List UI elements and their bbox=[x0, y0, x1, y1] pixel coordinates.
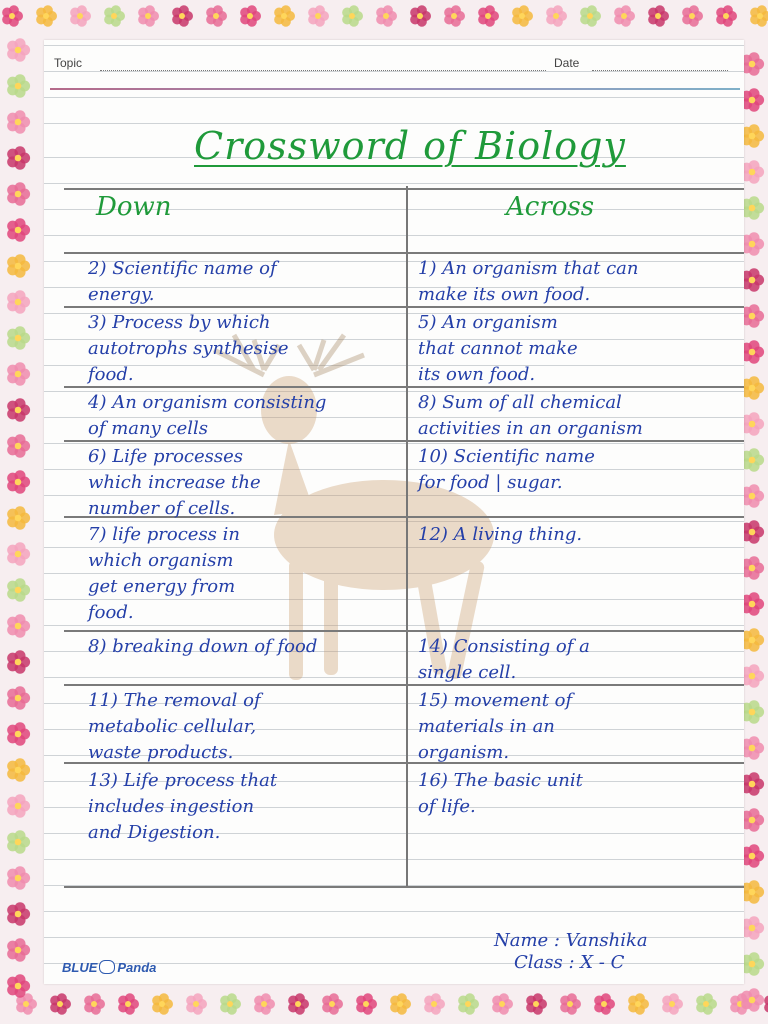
flower-icon bbox=[206, 5, 227, 26]
across-clue-15: 15) movement of materials in an organism. bbox=[418, 690, 573, 763]
flower-icon bbox=[7, 398, 30, 422]
flower-icon bbox=[594, 993, 615, 1014]
flower-icon bbox=[36, 5, 57, 26]
panda-icon bbox=[99, 960, 115, 974]
flower-icon bbox=[7, 146, 30, 170]
student-class: Class : X - C bbox=[514, 952, 625, 973]
flower-icon bbox=[7, 254, 30, 278]
flower-icon bbox=[7, 614, 30, 638]
flower-icon bbox=[104, 5, 125, 26]
flower-icon bbox=[741, 88, 764, 112]
flower-icon bbox=[410, 5, 431, 26]
brand-name: BLUE bbox=[62, 960, 98, 975]
flower-icon bbox=[764, 993, 768, 1014]
brand-logo bbox=[62, 960, 156, 975]
flower-icon bbox=[308, 5, 329, 26]
flower-icon bbox=[648, 5, 669, 26]
flower-icon bbox=[492, 993, 513, 1014]
student-info bbox=[494, 930, 648, 974]
flower-icon bbox=[152, 993, 173, 1014]
flower-icon bbox=[741, 916, 764, 940]
flower-icon bbox=[741, 844, 764, 868]
flower-icon bbox=[741, 556, 764, 580]
across-heading: Across bbox=[506, 192, 595, 222]
down-clue-2: 2) Scientific name of energy. bbox=[88, 258, 277, 305]
flower-icon bbox=[478, 5, 499, 26]
flower-icon bbox=[662, 993, 683, 1014]
page-title: Crossword of Biology bbox=[194, 124, 626, 168]
flower-icon bbox=[84, 993, 105, 1014]
flower-icon bbox=[7, 722, 30, 746]
down-clue-11: 11) The removal of metabolic cellular, waste products. bbox=[88, 690, 261, 763]
flower-icon bbox=[2, 5, 23, 26]
header-rule bbox=[50, 88, 740, 90]
flower-icon bbox=[741, 232, 764, 256]
flower-icon bbox=[7, 578, 30, 602]
flower-icon bbox=[376, 5, 397, 26]
across-clue-8: 8) Sum of all chemical activities in an organism bbox=[418, 392, 643, 439]
flower-icon bbox=[342, 5, 363, 26]
flower-icon bbox=[444, 5, 465, 26]
across-clue-1: 1) An organism that can make its own food. bbox=[418, 258, 639, 305]
flower-icon bbox=[7, 290, 30, 314]
flower-icon bbox=[7, 434, 30, 458]
flower-icon bbox=[750, 5, 768, 26]
flower-icon bbox=[274, 5, 295, 26]
flower-icon bbox=[138, 5, 159, 26]
flower-icon bbox=[741, 160, 764, 184]
flower-icon bbox=[580, 5, 601, 26]
flower-icon bbox=[424, 993, 445, 1014]
row-rule bbox=[64, 188, 744, 190]
student-name: Name : Vanshika bbox=[494, 930, 648, 951]
flower-icon bbox=[118, 993, 139, 1014]
down-clue-13: 13) Life process that includes ingestion and Digestion. bbox=[88, 770, 278, 843]
flower-icon bbox=[7, 74, 30, 98]
flower-icon bbox=[741, 196, 764, 220]
flower-icon bbox=[322, 993, 343, 1014]
across-clue-14: 14) Consisting of a single cell. bbox=[418, 636, 590, 683]
row-rule bbox=[64, 630, 744, 632]
flower-icon bbox=[716, 5, 737, 26]
flower-icon bbox=[7, 938, 30, 962]
flower-icon bbox=[7, 830, 30, 854]
flower-icon bbox=[7, 182, 30, 206]
flower-icon bbox=[240, 5, 261, 26]
down-clue-7: 7) life process in which organism get energy from food. bbox=[88, 524, 240, 623]
topic-label: Topic bbox=[54, 56, 83, 70]
across-clue-12: 12) A living thing. bbox=[418, 524, 583, 545]
flower-icon bbox=[7, 902, 30, 926]
flower-icon bbox=[254, 993, 275, 1014]
date-blank bbox=[592, 70, 728, 71]
flower-icon bbox=[741, 880, 764, 904]
flower-icon bbox=[70, 5, 91, 26]
flower-icon bbox=[741, 124, 764, 148]
flower-icon bbox=[172, 5, 193, 26]
row-rule bbox=[64, 886, 744, 888]
flower-icon bbox=[7, 542, 30, 566]
flower-icon bbox=[628, 993, 649, 1014]
flower-icon bbox=[741, 592, 764, 616]
flower-icon bbox=[696, 993, 717, 1014]
flower-icon bbox=[7, 650, 30, 674]
flower-icon bbox=[220, 993, 241, 1014]
flower-icon bbox=[741, 988, 764, 1012]
down-clue-6: 6) Life processes which increase the number of cells. bbox=[88, 446, 261, 519]
row-rule bbox=[64, 252, 744, 254]
flower-icon bbox=[7, 38, 30, 62]
date-label: Date bbox=[554, 56, 580, 70]
brand-suffix: Panda bbox=[117, 960, 157, 975]
flower-icon bbox=[7, 326, 30, 350]
column-divider bbox=[406, 186, 408, 886]
flower-icon bbox=[741, 952, 764, 976]
across-clue-16: 16) The basic unit of life. bbox=[418, 770, 583, 817]
flower-icon bbox=[186, 993, 207, 1014]
topic-blank bbox=[100, 70, 546, 71]
flower-icon bbox=[7, 362, 30, 386]
down-clue-4: 4) An organism consisting of many cells bbox=[88, 392, 327, 439]
flower-icon bbox=[7, 758, 30, 782]
down-clue-3: 3) Process by which autotrophs synthesise food. bbox=[88, 312, 289, 385]
flower-icon bbox=[741, 52, 764, 76]
flower-icon bbox=[7, 110, 30, 134]
down-clue-8: 8) breaking down of food bbox=[88, 636, 318, 657]
down-heading: Down bbox=[96, 192, 172, 222]
topic-date-line bbox=[54, 54, 720, 76]
notebook-page bbox=[44, 40, 744, 984]
flower-icon bbox=[682, 5, 703, 26]
flower-icon bbox=[7, 686, 30, 710]
flower-icon bbox=[526, 993, 547, 1014]
flower-icon bbox=[512, 5, 533, 26]
flower-icon bbox=[288, 993, 309, 1014]
flower-icon bbox=[7, 506, 30, 530]
flower-icon bbox=[560, 993, 581, 1014]
across-clue-10: 10) Scientific name for food | sugar. bbox=[418, 446, 595, 493]
flower-icon bbox=[50, 993, 71, 1014]
flower-icon bbox=[546, 5, 567, 26]
flower-icon bbox=[614, 5, 635, 26]
flower-icon bbox=[390, 993, 411, 1014]
flower-icon bbox=[7, 794, 30, 818]
flower-icon bbox=[458, 993, 479, 1014]
across-clue-5: 5) An organism that cannot make its own food. bbox=[418, 312, 578, 385]
flower-icon bbox=[7, 218, 30, 242]
flower-icon bbox=[356, 993, 377, 1014]
flower-icon bbox=[7, 866, 30, 890]
flower-icon bbox=[7, 470, 30, 494]
